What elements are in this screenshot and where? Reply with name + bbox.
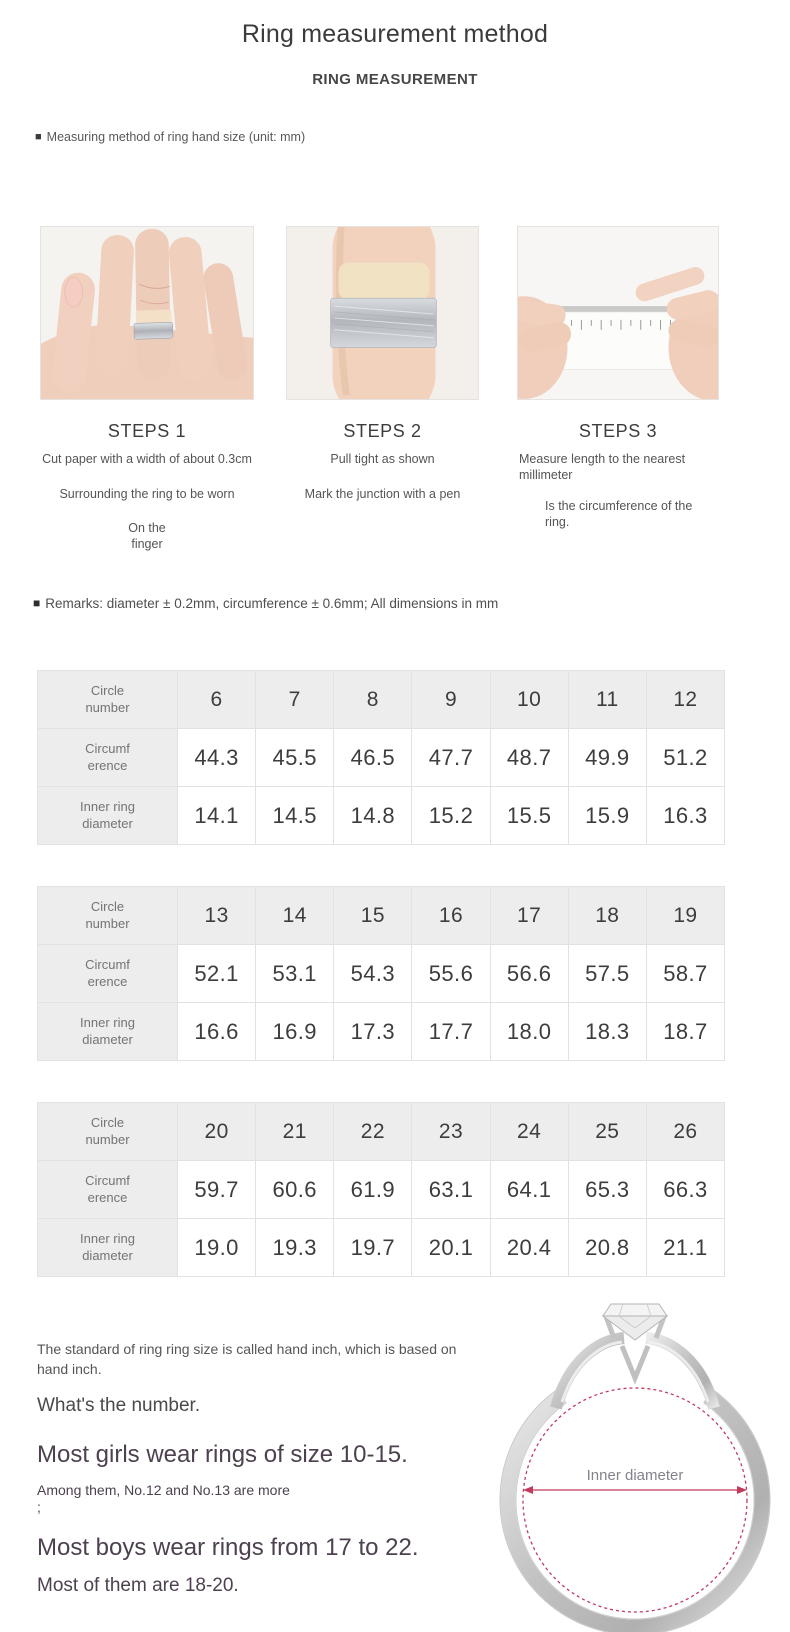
size-value-cell: 19 (646, 887, 724, 945)
size-value-cell: 9 (412, 671, 490, 729)
size-value-cell: 19.3 (256, 1219, 334, 1277)
square-bullet-icon: ■ (33, 596, 41, 610)
size-value-cell: 16 (412, 887, 490, 945)
girls-size-note: Most girls wear rings of size 10-15. (37, 1441, 408, 1469)
table-row (38, 887, 725, 945)
size-value-cell: 8 (334, 671, 412, 729)
row-label: Circle number (38, 671, 178, 729)
size-value-cell: 55.6 (412, 945, 490, 1003)
size-value-cell: 26 (646, 1103, 724, 1161)
step2-caption-1: Pull tight as shown (330, 452, 435, 466)
step1-caption-3a: On the (128, 520, 166, 535)
size-value-cell: 16.3 (646, 787, 724, 845)
size-value-cell: 59.7 (178, 1161, 256, 1219)
step-column-1 (40, 226, 254, 552)
size-value-cell: 65.3 (568, 1161, 646, 1219)
table-row (38, 729, 725, 787)
ring-size-table (37, 1102, 725, 1277)
sizing-notes (37, 1340, 482, 1597)
semicolon-text: ; (37, 1499, 41, 1516)
step2-title: STEPS 2 (343, 421, 422, 441)
step1-caption-2: Surrounding the ring to be worn (59, 487, 235, 502)
remarks-text: Remarks: diameter ± 0.2mm, circumference ± 0.6mm; All dimensions in mm (45, 596, 499, 611)
size-value-cell: 14.5 (256, 787, 334, 845)
size-value-cell: 22 (334, 1103, 412, 1161)
step1-caption-1: Cut paper with a width of about 0.3cm (42, 452, 252, 466)
size-value-cell: 12 (646, 671, 724, 729)
standard-note: The standard of ring ring size is called hand inch, which is based on hand inch. (37, 1341, 457, 1377)
step2-finger-band-photo (286, 226, 479, 400)
size-value-cell: 18.7 (646, 1003, 724, 1061)
size-value-cell: 6 (178, 671, 256, 729)
size-value-cell: 66.3 (646, 1161, 724, 1219)
step3-ruler-photo (517, 226, 719, 400)
row-label: Inner ring diameter (38, 1003, 178, 1061)
size-value-cell: 15.2 (412, 787, 490, 845)
size-value-cell: 14.8 (334, 787, 412, 845)
size-value-cell: 53.1 (256, 945, 334, 1003)
steps-row (40, 226, 752, 552)
measuring-with-ruler-illustration (518, 227, 718, 399)
size-value-cell: 20 (178, 1103, 256, 1161)
ring-size-table (37, 886, 725, 1061)
size-value-cell: 60.6 (256, 1161, 334, 1219)
step-column-3 (517, 226, 719, 552)
size-value-cell: 14.1 (178, 787, 256, 845)
ring-inner-diameter-diagram (492, 1284, 780, 1632)
size-value-cell: 45.5 (256, 729, 334, 787)
table-row (38, 787, 725, 845)
row-label: Inner ring diameter (38, 787, 178, 845)
table-row (38, 945, 725, 1003)
step3-caption-2: Is the circumference of the ring. (545, 498, 693, 529)
size-value-cell: 7 (256, 671, 334, 729)
size-value-cell: 23 (412, 1103, 490, 1161)
size-value-cell: 10 (490, 671, 568, 729)
row-label: Inner ring diameter (38, 1219, 178, 1277)
size-value-cell: 58.7 (646, 945, 724, 1003)
size-value-cell: 15 (334, 887, 412, 945)
size-value-cell: 19.0 (178, 1219, 256, 1277)
ring-inner-edge (516, 1381, 754, 1619)
size-value-cell: 20.1 (412, 1219, 490, 1277)
inner-diameter-label: Inner diameter (586, 1467, 684, 1484)
step-column-2 (286, 226, 479, 552)
size-value-cell: 16.6 (178, 1003, 256, 1061)
arrow-left-head (523, 1486, 533, 1494)
ring-diagram-svg (492, 1284, 780, 1632)
size-value-cell: 15.5 (490, 787, 568, 845)
size-value-cell: 20.4 (490, 1219, 568, 1277)
row-label: Circumf erence (38, 1161, 178, 1219)
row-label: Circumf erence (38, 945, 178, 1003)
table-row (38, 1219, 725, 1277)
size-value-cell: 21.1 (646, 1219, 724, 1277)
row-label: Circle number (38, 1103, 178, 1161)
step2-caption-2: Mark the junction with a pen (304, 487, 461, 502)
size-value-cell: 48.7 (490, 729, 568, 787)
row-label: Circle number (38, 887, 178, 945)
square-bullet-icon: ■ (35, 131, 42, 143)
row-label: Circumf erence (38, 729, 178, 787)
size-value-cell: 51.2 (646, 729, 724, 787)
size-value-cell: 11 (568, 671, 646, 729)
inner-diameter-dashed-circle (523, 1388, 747, 1612)
table-row (38, 1161, 725, 1219)
step1-title: STEPS 1 (107, 421, 187, 441)
size-value-cell: 52.1 (178, 945, 256, 1003)
finger-with-paper-band-illustration (287, 227, 478, 399)
hand-with-ring-illustration (41, 227, 253, 399)
size-value-cell: 25 (568, 1103, 646, 1161)
most-of-them-note: Most of them are 18-20. (37, 1575, 239, 1597)
step3-title: STEPS 3 (578, 421, 658, 441)
ring-band (508, 1373, 762, 1627)
size-value-cell: 18.0 (490, 1003, 568, 1061)
size-value-cell: 16.9 (256, 1003, 334, 1061)
size-value-cell: 14 (256, 887, 334, 945)
whats-the-number-note: What's the number. (37, 1395, 201, 1417)
size-value-cell: 18.3 (568, 1003, 646, 1061)
size-value-cell: 61.9 (334, 1161, 412, 1219)
table-row (38, 1003, 725, 1061)
size-value-cell: 18 (568, 887, 646, 945)
size-value-cell: 44.3 (178, 729, 256, 787)
among-note: Among them, No.12 and No.13 are more (37, 1482, 290, 1499)
ring-size-table (37, 670, 725, 845)
table-row (38, 1103, 725, 1161)
section-label (35, 130, 305, 144)
remarks-line (33, 596, 498, 611)
step3-caption-1: Measure length to the nearest millimeter (519, 452, 686, 483)
size-value-cell: 17 (490, 887, 568, 945)
size-value-cell: 64.1 (490, 1161, 568, 1219)
boys-size-note: Most boys wear rings from 17 to 22. (37, 1534, 419, 1562)
size-value-cell: 19.7 (334, 1219, 412, 1277)
size-value-cell: 54.3 (334, 945, 412, 1003)
page-subtitle: RING MEASUREMENT (312, 71, 478, 88)
arrow-right-head (737, 1486, 747, 1494)
table-row (38, 671, 725, 729)
section-label-text: Measuring method of ring hand size (unit: mm) (46, 130, 306, 144)
size-value-cell: 15.9 (568, 787, 646, 845)
size-value-cell: 46.5 (334, 729, 412, 787)
size-tables (37, 670, 725, 1318)
size-value-cell: 57.5 (568, 945, 646, 1003)
step1-caption-3b: finger (131, 536, 163, 551)
size-value-cell: 63.1 (412, 1161, 490, 1219)
step1-hand-with-ring-photo (40, 226, 254, 400)
size-value-cell: 21 (256, 1103, 334, 1161)
size-value-cell: 56.6 (490, 945, 568, 1003)
size-value-cell: 20.8 (568, 1219, 646, 1277)
page-title: Ring measurement method (241, 20, 549, 48)
size-value-cell: 47.7 (412, 729, 490, 787)
size-value-cell: 49.9 (568, 729, 646, 787)
size-value-cell: 17.7 (412, 1003, 490, 1061)
size-value-cell: 24 (490, 1103, 568, 1161)
size-value-cell: 13 (178, 887, 256, 945)
size-value-cell: 17.3 (334, 1003, 412, 1061)
